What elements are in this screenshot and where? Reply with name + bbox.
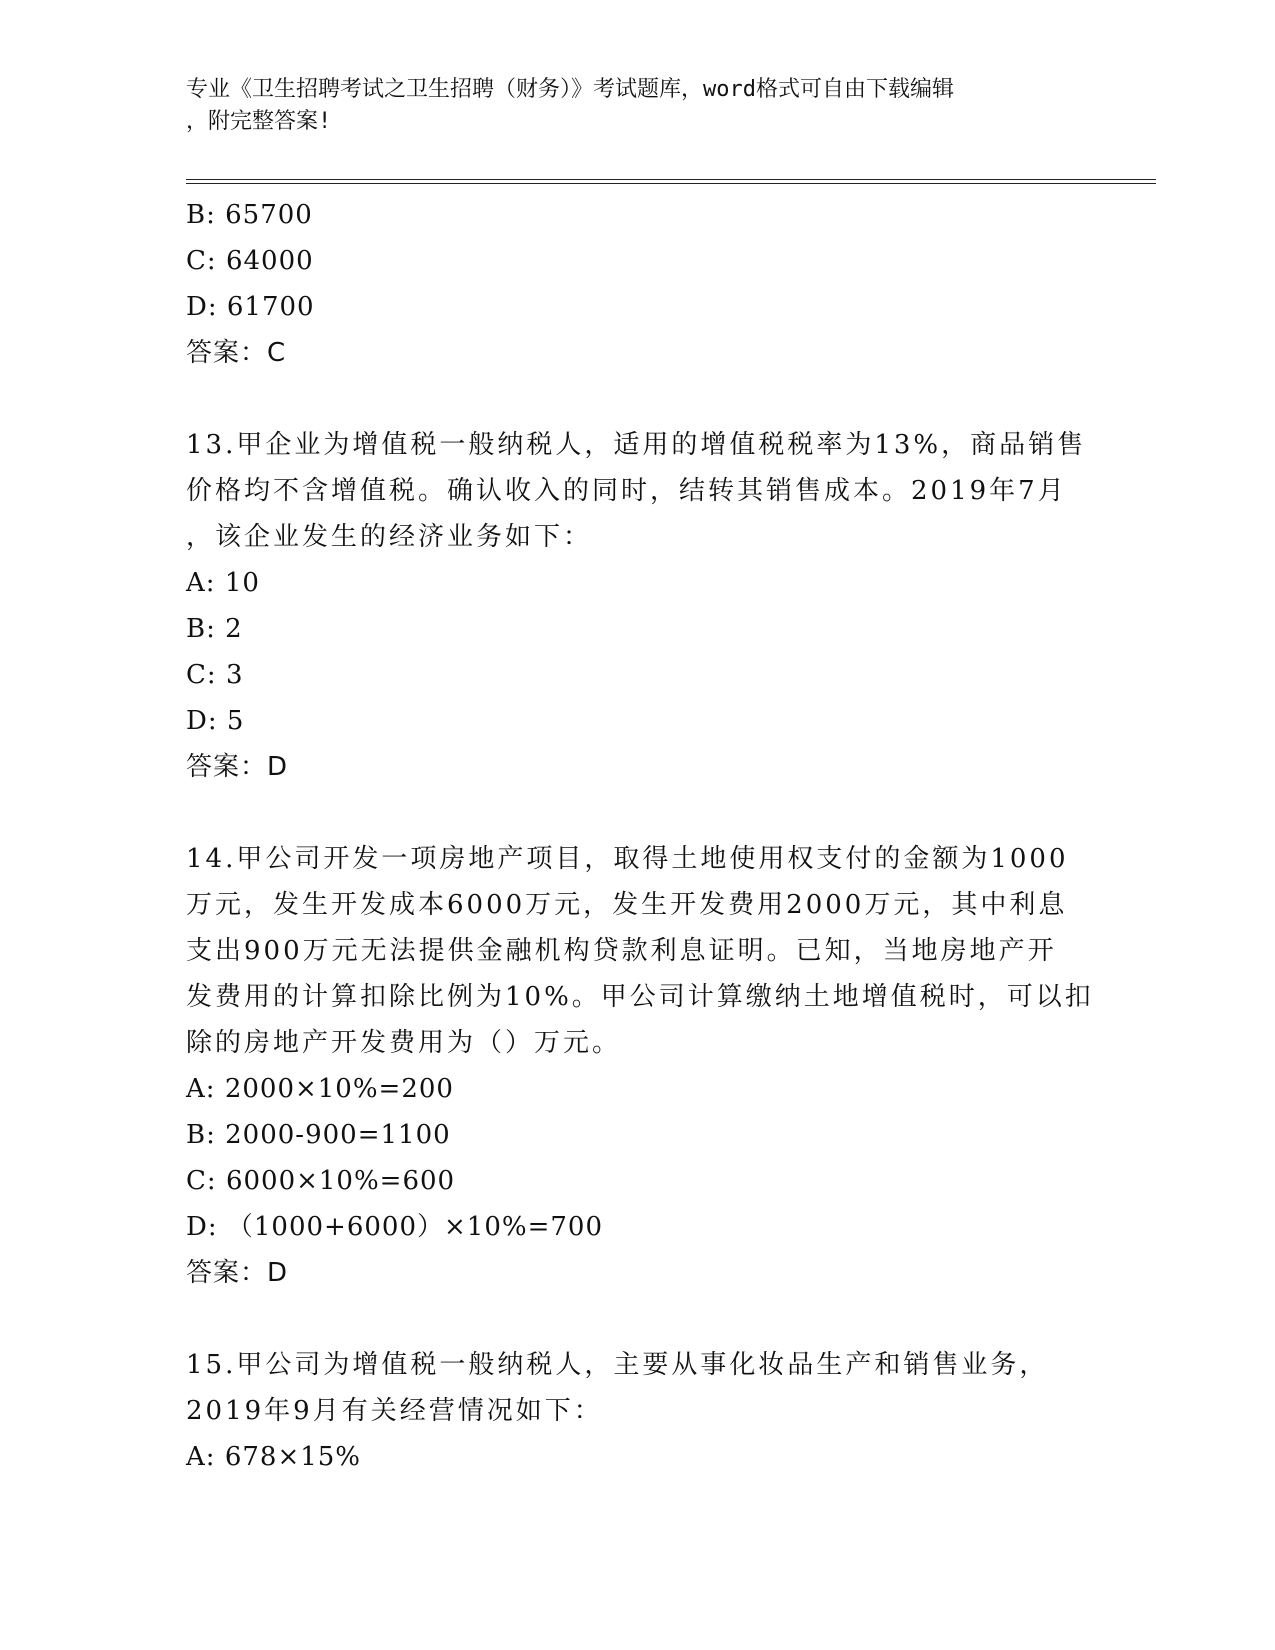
option-text: （1000+6000）×10%=700 <box>226 1212 603 1242</box>
question-text-line: 14.甲公司开发一项房地产项目，取得土地使用权支付的金额为1000 <box>186 844 1069 874</box>
answer-value: D <box>267 752 289 782</box>
answer-option <box>186 1158 1086 1204</box>
answer-option <box>186 1112 1086 1158</box>
option-text: 10 <box>224 568 260 598</box>
question-block <box>186 192 1086 422</box>
option-key: D : <box>186 1212 227 1242</box>
answer-option <box>186 1066 1086 1112</box>
option-key: D : <box>186 292 227 322</box>
answer-line <box>186 330 1086 376</box>
option-text: 2000×10%=200 <box>224 1074 454 1104</box>
divider-line-top <box>186 179 1156 180</box>
answer-value: D <box>267 1258 289 1288</box>
answer-option <box>186 606 1086 652</box>
option-key: C : <box>186 1166 226 1196</box>
option-text: 2 <box>225 614 243 644</box>
question-text <box>186 836 1094 1066</box>
question-text-line: 支出900万元无法提供金融机构贷款利息证明。已知，当地房地产开 <box>186 936 1057 966</box>
option-key: B : <box>186 1120 225 1150</box>
header-divider <box>186 179 1156 187</box>
question-text <box>186 1342 1086 1434</box>
question-block <box>186 836 1094 1342</box>
answer-option <box>186 238 1086 284</box>
option-key: D : <box>186 706 227 736</box>
spacer <box>186 790 1086 836</box>
spacer <box>186 1296 1086 1342</box>
question-text-line: ，该企业发生的经济业务如下： <box>186 522 593 552</box>
answer-label: 答案 ： <box>186 1258 267 1288</box>
question-block <box>186 422 1086 836</box>
option-key: A : <box>186 568 225 598</box>
answer-option <box>186 560 1086 606</box>
page-header <box>186 74 1086 138</box>
option-key: A : <box>186 1442 225 1472</box>
option-key: A : <box>186 1074 225 1104</box>
question-block <box>186 1342 1086 1480</box>
option-text: 678×15% <box>224 1442 362 1472</box>
option-text: 64000 <box>225 246 314 276</box>
option-key: B : <box>186 200 225 230</box>
answer-option <box>186 192 1086 238</box>
answer-value: C <box>267 338 287 368</box>
question-text-line: 13.甲企业为增值税一般纳税人，适用的增值税税率为13%，商品销售 <box>186 430 1087 460</box>
answer-label: 答案 ： <box>186 752 267 782</box>
spacer <box>186 376 1086 422</box>
question-text <box>186 422 1086 560</box>
answer-option <box>186 698 1086 744</box>
option-text: 5 <box>226 706 245 736</box>
option-text: 2000-900=1100 <box>225 1120 451 1150</box>
question-text-line: 价格均不含增值税。确认收入的同时，结转其销售成本。2019年7月 <box>186 476 1067 506</box>
answer-option <box>186 1434 1086 1480</box>
header-line-1: 专业《卫生招聘考试之卫生招聘（财务）》考试题库，word格式可自由下载编辑 <box>186 77 954 102</box>
header-line-2: ，附完整答案! <box>186 109 332 134</box>
question-text-line: 2019年9月有关经营情况如下： <box>186 1396 603 1426</box>
question-text-line: 万元，发生开发成本6000万元，发生开发费用2000万元，其中利息 <box>186 890 1068 920</box>
option-text: 6000×10%=600 <box>225 1166 456 1196</box>
divider-line-bottom <box>186 183 1156 184</box>
option-text: 3 <box>225 660 244 690</box>
option-text: 65700 <box>225 200 313 230</box>
option-key: B : <box>186 614 225 644</box>
answer-option <box>186 652 1086 698</box>
answer-label: 答案 ： <box>186 338 267 368</box>
answer-option <box>186 284 1086 330</box>
option-text: 61700 <box>226 292 315 322</box>
question-text-line: 15.甲公司为增值税一般纳税人，主要从事化妆品生产和销售业务， <box>186 1350 1049 1380</box>
question-content <box>186 192 1094 1480</box>
option-key: C : <box>186 660 226 690</box>
question-text-line: 除的房地产开发费用为（）万元。 <box>186 1028 622 1058</box>
answer-line <box>186 744 1086 790</box>
option-key: C : <box>186 246 226 276</box>
answer-line <box>186 1250 1086 1296</box>
answer-option <box>186 1204 1086 1250</box>
question-text-line: 发费用的计算扣除比例为10%。甲公司计算缴纳土地增值税时，可以扣 <box>186 982 1094 1012</box>
